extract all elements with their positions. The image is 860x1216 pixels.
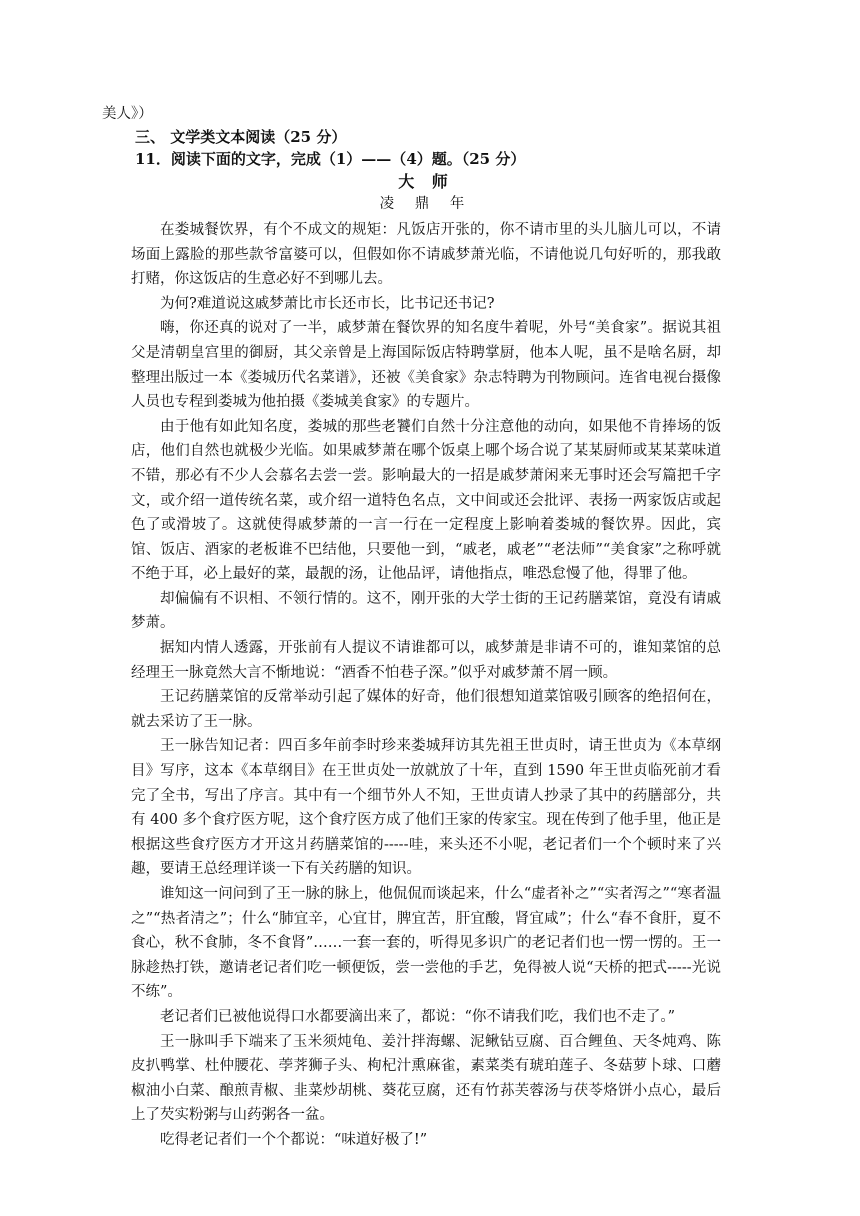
paragraph: 王一脉叫手下端来了玉米须炖龟、姜汁拌海螺、泥鳅钻豆腐、百合鲤鱼、天冬炖鸡、陈皮扒鸭掌、杜仲腰花、荸荠狮子头、枸杞汁熏麻雀，素菜类有琥珀莲子、冬菇萝卜球、口蘑椒油小白菜、酿煎青椒、韭菜炒胡桃、葵花豆腐，还有竹荪芙蓉汤与茯苓烙饼小点心，最后上了芡实粉粥与山药粥各一盆。	[131, 1033, 721, 1124]
article-author: 凌 鼎 年	[379, 196, 473, 213]
paragraph: 为何?难道说这戚梦萧比市长还市长，比书记还书记?	[160, 295, 495, 312]
paragraph: 却偏偏有不识相、不领行情的。这不，刚开张的大学士街的王记药膳菜馆，竟没有请戚梦萧。	[131, 590, 721, 632]
paragraph: 老记者们已被他说得口水都要滴出来了，都说：“你不请我们吃，我们也不走了。”	[160, 1008, 676, 1025]
continued-text: 美人》）	[102, 106, 153, 122]
document-body	[102, 103, 721, 1153]
paragraph: 王记药膳菜馆的反常举动引起了媒体的好奇，他们很想知道菜馆吸引顾客的绝招何在，就去采访了王一脉。	[131, 689, 721, 730]
paragraph: 王一脉告知记者：四百多年前李时珍来娄城拜访其先祖王世贞时，请王世贞为《本草纲目》写序，这本《本草纲目》在王世贞处一放就放了十年，直到 1590 年王世贞临死前才看完了全书，写出了序言。其中有一个细节外人不知，王世贞请人抄录了其中的药膳部分，共有 400 多个食疗医方呢，这个食疗医方成了他们王家的传家宝。现在传到了他手里，他正是根据这些食疗医方才开这爿药膳菜馆的-----哇，来头还不小呢，老记者们一个个顿时来了兴趣，要请王总经理详谈一下有关药膳的知识。	[131, 738, 721, 878]
question-heading: 11．阅读下面的文字，完成（1）——（4）题。（25 分）	[135, 150, 526, 169]
paragraph: 吃得老记者们一个个都说：“味道好极了!”	[160, 1131, 428, 1148]
paragraph: 据知内情人透露，开张前有人提议不请谁都可以，戚梦萧是非请不可的，谁知菜馆的总经理王一脉竟然大言不惭地说：“酒香不怕巷子深。”似乎对戚梦萧不屑一顾。	[131, 640, 721, 681]
article-title: 大 师	[398, 171, 454, 191]
paragraph: 由于他有如此知名度，娄城的那些老饕们自然十分注意他的动向，如果他不肯捧场的饭店，他们自然也就极少光临。如果戚梦萧在哪个饭桌上哪个场合说了某某厨师或某某菜味道不错，那必有不少人会慕名去尝一尝。影响最大的一招是戚梦萧闲来无事时还会写篇把千字文，或介绍一道传统名菜，或介绍一道特色名点，文中间或还会批评、表扬一两家饭店或起色了或滑坡了。这就使得戚梦萧的一言一行在一定程度上影响着娄城的餐饮界。因此，宾馆、饭店、酒家的老板谁不巴结他，只要他一到，“戚老，戚老”“老法师”“美食家”之称呼就不绝于耳，必上最好的菜，最靓的汤，让他品评，请他指点，唯恐怠慢了他，得罪了他。	[131, 418, 721, 583]
paragraph: 在娄城餐饮界，有个不成文的规矩：凡饭店开张的，你不请市里的头儿脑儿可以，不请场面上露脸的那些款爷富婆可以，但假如你不请戚梦萧光临，不请他说几句好听的，那我敢打赌，你这饭店的生意必好不到哪儿去。	[131, 221, 721, 288]
paragraph: 嗨，你还真的说对了一半，戚梦萧在餐饮界的知名度牛着呢，外号“美食家”。据说其祖父是清朝皇宫里的御厨，其父亲曾是上海国际饭店特聘掌厨，他本人呢，虽不是啥名厨，却整理出版过一本《娄城历代名菜谱》，还被《美食家》杂志特聘为刊物顾问。连省电视台摄像人员也专程到娄城为他拍摄《娄城美食家》的专题片。	[131, 320, 721, 411]
paragraph: 谁知这一问问到了王一脉的脉上，他侃侃而谈起来，什么“虚者补之”“实者泻之”“寒者温之”“热者清之”；什么“肺宜辛，心宜甘，脾宜苦，肝宜酸，肾宜咸”；什么“春不食肝，夏不食心，秋不食肺，冬不食肾”……一套一套的，听得见多识广的老记者们也一愣一愣的。王一脉趁热打铁，邀请老记者们吃一顿便饭，尝一尝他的手艺，免得被人说“天桥的把式-----光说不练”。	[131, 886, 721, 1001]
section-heading: 三、 文学类文本阅读（25 分）	[135, 127, 347, 146]
